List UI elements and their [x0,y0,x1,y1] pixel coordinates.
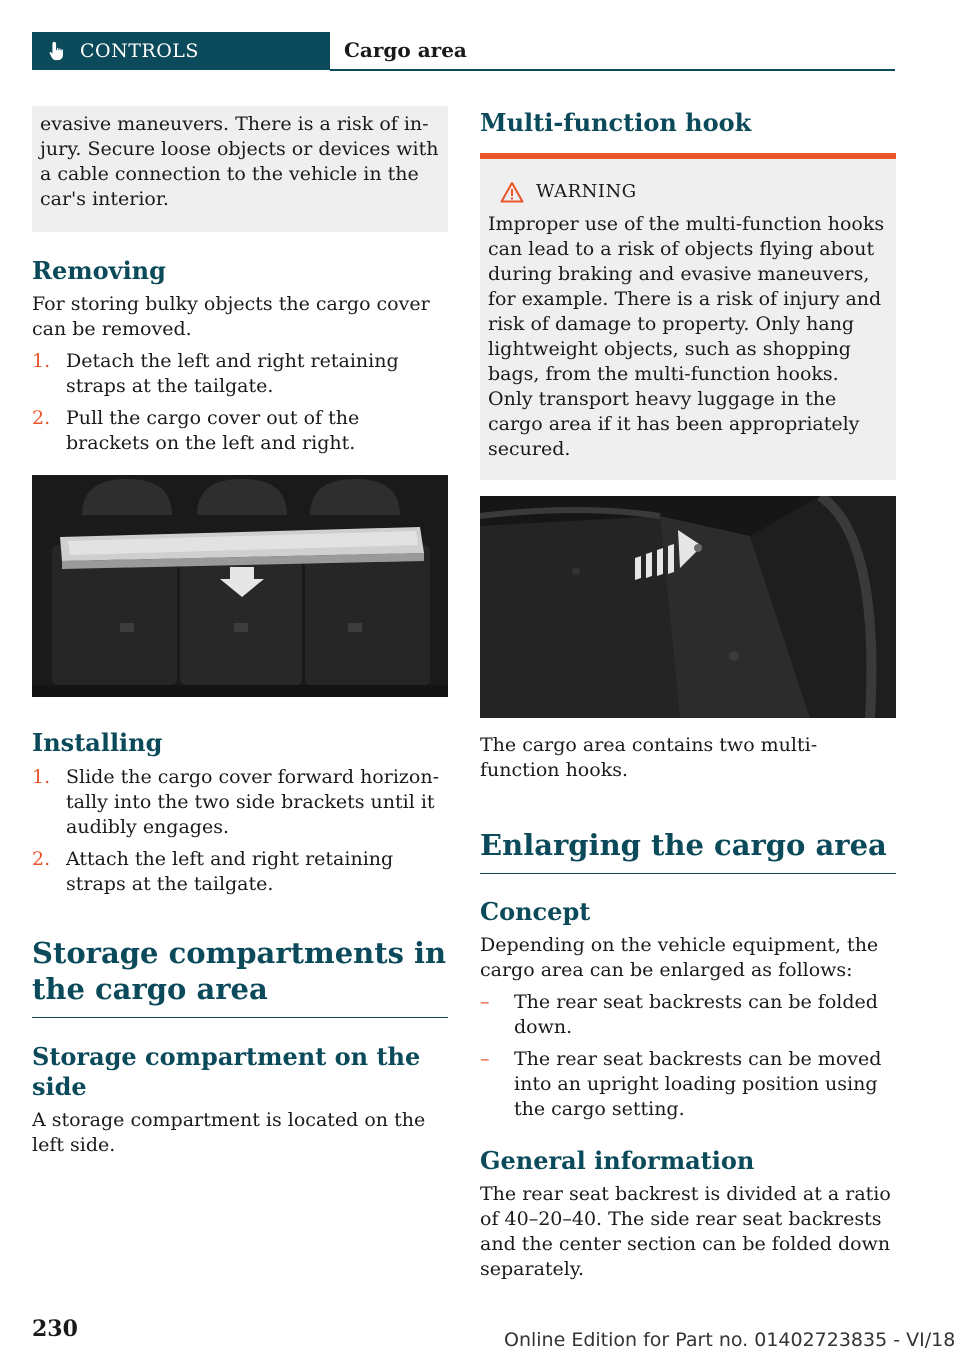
removing-heading: Removing [32,256,166,285]
step-number: 2. [32,407,51,429]
list-item-text: The rear seat backrests can be moved into an upright loading position using the cargo setting. [514,1048,882,1120]
page-title: Cargo area [344,38,467,62]
warning-label: WARNING [536,181,637,202]
installing-steps [32,765,448,897]
installing-heading: Installing [32,728,163,757]
storage-side-heading: Storage compartment on the side [32,1042,421,1101]
step-number: 1. [32,766,51,788]
cargo-cover-image [32,475,448,697]
step-text: Slide the cargo cover forward horizon-tally into the two side brackets until it audibly engages. [66,766,440,838]
removing-intro: For storing bulky objects the cargo cover can be removed. [32,293,430,340]
step-number: 2. [32,848,51,870]
hook-heading: Multi-function hook [480,108,752,137]
cargo-side-illustration [480,496,896,718]
header-divider [330,69,895,71]
warning-box [480,153,896,480]
warning-triangle-icon [500,181,524,203]
hand-pointer-icon [46,40,68,62]
step-text: Attach the left and right retaining straps at the tailgate. [66,848,394,895]
general-info-text: The rear seat backrest is divided at a ratio of 40–20–40. The side rear seat backrests and the center section can be folded down separately. [480,1183,891,1280]
concept-heading: Concept [480,897,591,926]
right-column [480,106,896,1282]
enlarging-heading: Enlarging the cargo area [480,827,896,874]
warning-text: Improper use of the multi-function hooks can lead to a risk of objects flying about during braking and evasive maneuvers, for example. There is a risk of injury and risk of damage to property. Only hang lightweight objects, such as shopping bags, from the multi-function hooks. Only transport heavy luggage in the cargo area if it has been appropriately secured. [488,213,885,460]
list-item-text: The rear seat backrests can be folded down. [514,991,878,1038]
warning-continuation-box [32,106,448,232]
multi-function-hook-image [480,496,896,718]
list-item [32,349,448,399]
page-number: 230 [32,1316,78,1342]
list-item [480,990,896,1040]
step-number: 1. [32,350,51,372]
list-item [32,765,448,840]
removing-steps [32,349,448,456]
left-column [32,106,448,1158]
dash-bullet: – [480,991,490,1013]
dash-bullet: – [480,1048,490,1070]
storage-side-text: A storage compartment is located on the left side. [32,1109,426,1156]
hook-caption: The cargo area contains two multi-function hooks. [480,734,818,781]
list-item [32,847,448,897]
warning-title [488,179,888,204]
concept-intro: Depending on the vehicle equipment, the cargo area can be enlarged as follows: [480,934,879,981]
section-label: CONTROLS [80,40,199,62]
step-text: Pull the cargo cover out of the brackets on the left and right. [66,407,360,454]
warning-continuation-text: evasive maneuvers. There is a risk of in-jury. Secure loose objects or devices with a cable connection to the vehicle in the car's interior. [40,113,439,210]
concept-list [480,990,896,1122]
step-text: Detach the left and right retaining straps at the tailgate. [66,350,399,397]
edition-footer: Online Edition for Part no. 01402723835 - VI/18 [504,1329,956,1351]
section-tab [32,32,330,70]
cargo-cover-illustration [32,475,448,697]
general-info-heading: General information [480,1146,755,1175]
list-item [480,1047,896,1122]
storage-heading: Storage compartments in the cargo area [32,935,448,1018]
list-item [32,406,448,456]
